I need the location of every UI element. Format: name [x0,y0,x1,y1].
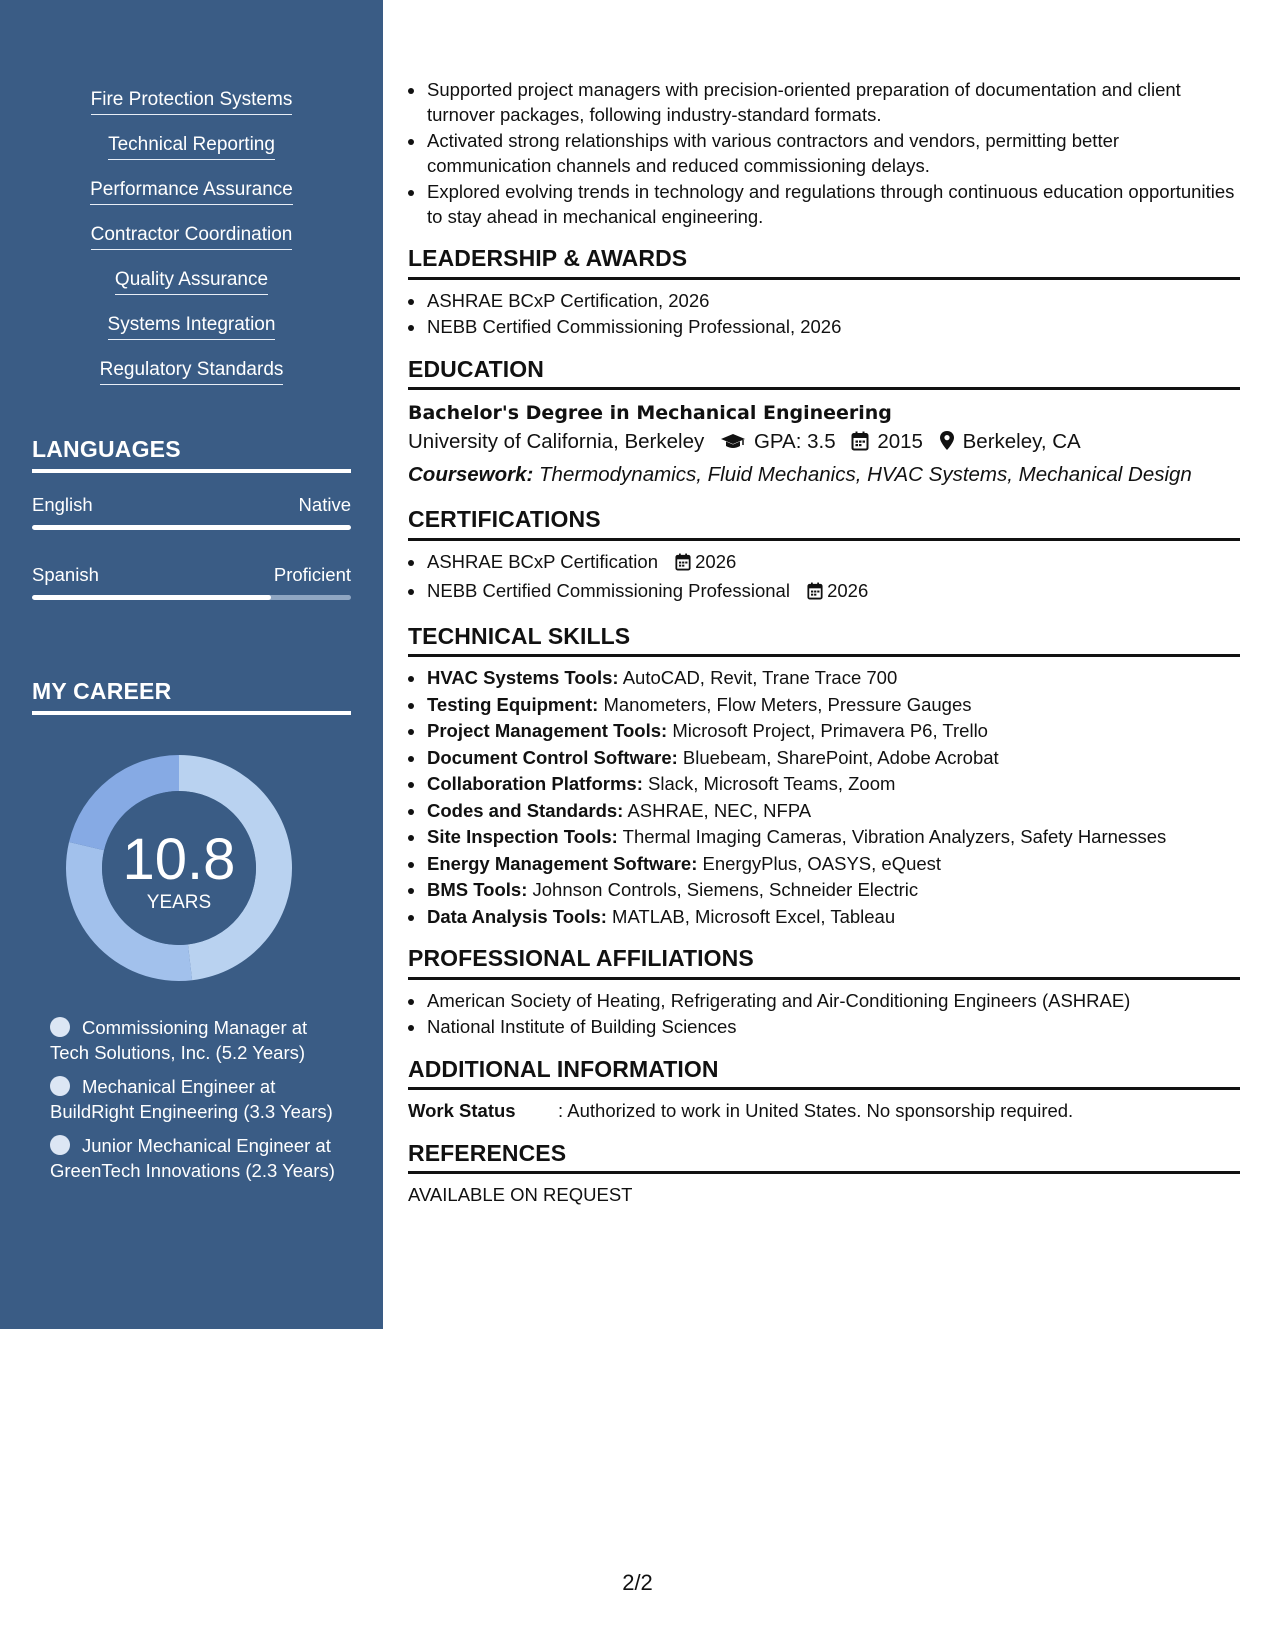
career-donut-center [66,755,292,981]
education-degree: Bachelor's Degree in Mechanical Engineering [408,402,892,424]
technical-skill-item [408,746,1240,771]
skill-item [0,268,383,295]
technical-skill-item [408,878,1240,903]
skill-values: Slack, Microsoft Teams, Zoom [648,773,896,794]
map-pin-icon [939,430,955,460]
career-item-text: Commissioning Manager at Tech Solutions, Inc. (5.2 Years) [50,1017,308,1063]
technical-skill-item [408,905,1240,930]
skill-category: HVAC Systems Tools: [427,667,619,688]
calendar-icon [675,553,691,578]
leadership-item: NEBB Certified Commissioning Professional, 2026 [408,315,1240,340]
skill-values: Bluebeam, SharePoint, Adobe Acrobat [682,746,999,768]
language-bar [32,525,351,530]
language-name: English [32,494,93,515]
languages-heading: LANGUAGES [32,436,351,473]
skill-values: EnergyPlus, OASYS, eQuest [702,852,942,874]
technical-skill-item [408,666,1240,691]
career-item-text: Junior Mechanical Engineer at GreenTech Innovations (2.3 Years) [50,1135,335,1181]
career-dot-icon [50,1135,70,1155]
certification-year: 2026 [695,550,737,572]
page-number: 2/2 [622,1570,653,1595]
skill-item [0,133,383,160]
skill-label: Technical Reporting [108,133,275,160]
skill-item [0,178,383,205]
education-location: Berkeley, CA [962,430,1081,453]
affiliations-list [408,989,1240,1040]
graduation-cap-icon [720,430,746,460]
technical-skill-item [408,719,1240,744]
skill-label: Performance Assurance [90,178,293,205]
skill-label: Contractor Coordination [91,223,293,250]
career-item-text: Mechanical Engineer at BuildRight Engineering (3.3 Years) [50,1076,333,1122]
skill-label: Quality Assurance [115,268,268,295]
technical-skill-item [408,852,1240,877]
skill-item [0,313,383,340]
language-level: Proficient [273,564,351,585]
affiliations-heading: PROFESSIONAL AFFILIATIONS [408,946,1240,980]
skill-category: Energy Management Software: [427,852,698,874]
career-dot-icon [50,1017,70,1037]
references-heading: REFERENCES [408,1141,1240,1175]
skill-values: ASHRAE, NEC, NFPA [627,799,812,821]
additional-info-heading: ADDITIONAL INFORMATION [408,1057,1240,1091]
affiliation-item: National Institute of Building Sciences [408,1015,1240,1040]
skill-item [0,88,383,115]
certification-name: NEBB Certified Commissioning Professional [427,580,790,601]
language-name: Spanish [32,564,99,585]
technical-skill-item [408,693,1240,718]
skill-values: Thermal Imaging Cameras, Vibration Analyzers, Safety Harnesses [622,826,1167,847]
coursework-label: Coursework: [408,463,534,486]
work-status-row [408,1099,1240,1124]
skill-label: Systems Integration [108,313,276,340]
language-bar-fill [32,595,271,600]
skill-category: Data Analysis Tools: [427,905,607,927]
certification-name: ASHRAE BCxP Certification [427,550,658,572]
skill-values: Microsoft Project, Primavera P6, Trello [672,720,988,741]
education-school: University of California, Berkeley [408,430,705,453]
skill-category: BMS Tools: [427,879,528,900]
certification-year: 2026 [827,580,869,601]
skill-category: Site Inspection Tools: [427,826,618,847]
education-details [408,427,1240,460]
education-heading: EDUCATION [408,357,1240,391]
leadership-heading: LEADERSHIP & AWARDS [408,246,1240,280]
career-unit: YEARS [146,892,212,913]
calendar-icon [807,582,823,607]
language-bar-fill [32,525,351,530]
experience-bullets [408,78,1240,229]
certifications-list [408,550,1240,607]
work-status-value: : Authorized to work in United States. No sponsorship required. [558,1100,1074,1121]
experience-bullet: Activated strong relationships with various contractors and vendors, permitting better communication channels and reduced commissioning delays. [408,129,1240,178]
technical-skills-list [408,666,1240,929]
skill-values: AutoCAD, Revit, Trane Trace 700 [622,667,898,688]
main-content [408,78,1240,1208]
skill-label: Regulatory Standards [100,358,284,385]
career-total: 10.8 [122,827,236,892]
skill-values: Manometers, Flow Meters, Pressure Gauges [603,693,972,715]
skill-values: MATLAB, Microsoft Excel, Tableau [612,905,896,927]
work-status-label: Work Status [408,1100,516,1121]
sidebar [0,0,383,1329]
skill-values: Johnson Controls, Siemens, Schneider Electric [532,879,919,900]
certifications-heading: CERTIFICATIONS [408,507,1240,541]
career-dot-icon [50,1076,70,1096]
language-level: Native [298,494,351,515]
skill-item [0,358,383,385]
career-item [50,1133,340,1183]
skill-label: Fire Protection Systems [91,88,293,115]
career-heading: MY CAREER [32,678,351,715]
references-text: AVAILABLE ON REQUEST [408,1184,633,1205]
experience-bullet: Supported project managers with precision-oriented preparation of documentation and client turnover packages, following industry-standard formats. [408,78,1240,127]
technical-skill-item [408,772,1240,797]
technical-skill-item [408,799,1240,824]
skill-category: Project Management Tools: [427,720,668,741]
education-coursework [408,460,1240,490]
technical-skill-item [408,825,1240,850]
leadership-item: ASHRAE BCxP Certification, 2026 [408,289,1240,314]
skill-category: Testing Equipment: [427,693,599,715]
skill-category: Collaboration Platforms: [427,773,643,794]
career-item [50,1015,340,1065]
coursework-value: Thermodynamics, Fluid Mechanics, HVAC Systems, Mechanical Design [539,463,1192,486]
calendar-icon [851,430,869,460]
skill-category: Document Control Software: [427,746,678,768]
skill-category: Codes and Standards: [427,799,624,821]
career-item [50,1074,340,1124]
education-year: 2015 [877,430,923,453]
technical-skills-heading: TECHNICAL SKILLS [408,624,1240,658]
career-list [50,1015,340,1192]
education-gpa: GPA: 3.5 [753,430,836,453]
certification-item [408,579,1240,607]
affiliation-item: American Society of Heating, Refrigerating and Air-Conditioning Engineers (ASHRAE) [408,989,1240,1014]
experience-bullet: Explored evolving trends in technology and regulations through continuous education opportunities to stay ahead in mechanical engineering. [408,180,1240,229]
certification-item [408,550,1240,578]
skill-item [0,223,383,250]
language-bar [32,595,351,600]
leadership-list [408,289,1240,340]
